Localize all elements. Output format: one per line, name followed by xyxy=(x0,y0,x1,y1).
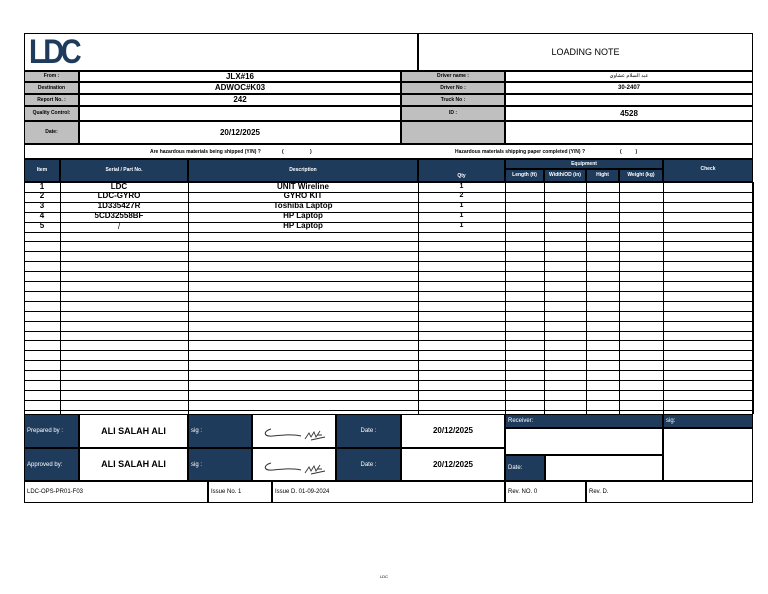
table-row-line xyxy=(24,340,753,341)
row-2-serial: LDC-GYRO xyxy=(97,191,141,200)
header-item: Item xyxy=(24,159,60,182)
row-5-description: HP Laptop xyxy=(283,221,323,230)
table-row-line xyxy=(24,380,753,381)
table-row-line xyxy=(24,350,753,351)
truck-label: Truck No : xyxy=(401,94,505,106)
table-row-line xyxy=(24,331,753,332)
receiver-date-label: Date: xyxy=(505,455,545,481)
table-row-line xyxy=(24,360,753,361)
id-label: ID : xyxy=(401,106,505,121)
row-1-description: UNIT Wireline xyxy=(277,182,329,191)
row-1-serial: LDC xyxy=(110,182,128,191)
id-value: 4528 xyxy=(505,106,753,121)
approved-name: ALI SALAH ALI xyxy=(79,448,188,481)
table-column-line xyxy=(544,182,545,414)
row-4-item: 4 xyxy=(39,211,45,220)
row-2-item: 2 xyxy=(39,191,45,200)
row-3-item: 3 xyxy=(39,201,45,210)
row-4-serial: 5CD32558BF xyxy=(94,211,144,220)
table-row-line xyxy=(24,281,753,282)
signature-image xyxy=(259,453,329,477)
table-column-line xyxy=(619,182,620,414)
page-footer: LDC xyxy=(379,574,388,579)
approved-date-label: Date : xyxy=(336,448,401,481)
table-row-line xyxy=(24,301,753,302)
hazard-question-1: Are hazardous materials being shipped (Y/N) ? xyxy=(150,149,261,155)
header-weight: Weight (kg) xyxy=(619,169,663,182)
header-length: Length (ft) xyxy=(505,169,544,182)
table-row-line xyxy=(24,321,753,322)
receiver-sig-field xyxy=(663,428,753,481)
table-row-line xyxy=(24,400,753,401)
from-label: From : xyxy=(24,71,79,82)
row-4-description: HP Laptop xyxy=(283,211,323,220)
header-width: Width/OD (in) xyxy=(544,169,586,182)
destination-label: Destination xyxy=(24,82,79,94)
table-row-line xyxy=(24,410,753,411)
row-3-description: Toshiba Laptop xyxy=(273,201,333,210)
row-1-item: 1 xyxy=(39,182,45,191)
header-description: Description xyxy=(188,159,418,182)
hazard-answer-2: ( ) xyxy=(620,149,638,155)
header-equipment: Equipment xyxy=(505,159,663,169)
truck-value xyxy=(505,94,753,106)
row-5-qty: 1 xyxy=(459,222,464,229)
table-row-line xyxy=(24,291,753,292)
table-column-line xyxy=(505,182,506,414)
rev-no: Rev. NO. 0 xyxy=(505,481,586,503)
logo-cell xyxy=(24,33,418,71)
date-label: Date: xyxy=(24,121,79,144)
prepared-name: ALI SALAH ALI xyxy=(79,414,188,448)
table-row-line xyxy=(24,241,753,242)
row-1-qty: 1 xyxy=(459,183,464,190)
approved-signature xyxy=(252,448,336,481)
driver-name-label: Driver name : xyxy=(401,71,505,82)
table-row-line xyxy=(24,370,753,371)
quality-label: Quality Control: xyxy=(24,106,79,121)
approved-sig-label: sig : xyxy=(188,448,252,481)
prepared-label: Prepared by : xyxy=(24,414,79,448)
row-3-qty: 1 xyxy=(459,202,464,209)
driver-no-value: 30-2407 xyxy=(505,82,753,94)
date-grey-cell xyxy=(401,121,505,144)
from-value: JLX#16 xyxy=(79,71,401,82)
header-qty: Qty xyxy=(418,159,505,182)
signature-image xyxy=(259,419,329,443)
approved-label: Approved by: xyxy=(24,448,79,481)
ldc-logo: LDC xyxy=(29,33,79,71)
destination-value: ADWOC#K03 xyxy=(79,82,401,94)
hazard-answer-1: ( ) xyxy=(282,149,312,155)
header-hight: Hight xyxy=(586,169,619,182)
driver-no-label: Driver No : xyxy=(401,82,505,94)
row-2-description: GYRO KIT xyxy=(283,191,323,200)
row-2-qty: 2 xyxy=(459,192,464,199)
receiver-label: Receiver: xyxy=(505,414,663,428)
header-check: Check xyxy=(663,159,753,182)
receiver-name-field xyxy=(505,428,663,455)
document-title: LOADING NOTE xyxy=(418,33,753,71)
table-column-line xyxy=(753,182,754,414)
date-blank-cell xyxy=(505,121,753,144)
table-column-line xyxy=(586,182,587,414)
table-row-line xyxy=(24,232,753,233)
table-row-line xyxy=(24,271,753,272)
report-value: 242 xyxy=(79,94,401,106)
table-row-line xyxy=(24,390,753,391)
driver-name-value: عبد السلام عشاوي xyxy=(505,71,753,82)
row-5-item: 5 xyxy=(39,221,45,230)
row-4-qty: 1 xyxy=(459,212,464,219)
receiver-sig-label: sig: xyxy=(663,414,753,428)
table-column-line xyxy=(663,182,664,414)
approved-date: 20/12/2025 xyxy=(401,448,505,481)
prepared-sig-label: sig : xyxy=(188,414,252,448)
row-5-serial: / xyxy=(117,222,121,231)
report-label: Report No. : xyxy=(24,94,79,106)
prepared-signature xyxy=(252,414,336,448)
prepared-date: 20/12/2025 xyxy=(401,414,505,448)
table-row-line xyxy=(24,311,753,312)
date-value: 20/12/2025 xyxy=(79,121,401,144)
issue-no: Issue No. 1 xyxy=(208,481,272,503)
prepared-date-label: Date : xyxy=(336,414,401,448)
quality-value xyxy=(79,106,401,121)
header-serial: Serial / Part No. xyxy=(60,159,188,182)
table-row-line xyxy=(24,261,753,262)
receiver-date-field xyxy=(545,455,663,481)
doc-code: LDC-OPS-PR01-F03 xyxy=(24,481,208,503)
row-3-serial: 1D335427R xyxy=(97,201,141,210)
hazard-question-2: Hazardous materials shipping paper completed (Y/N) ? xyxy=(455,149,586,155)
rev-date: Rev. D. xyxy=(586,481,753,503)
table-row-line xyxy=(24,251,753,252)
issue-date: Issue D. 01-09-2024 xyxy=(272,481,505,503)
